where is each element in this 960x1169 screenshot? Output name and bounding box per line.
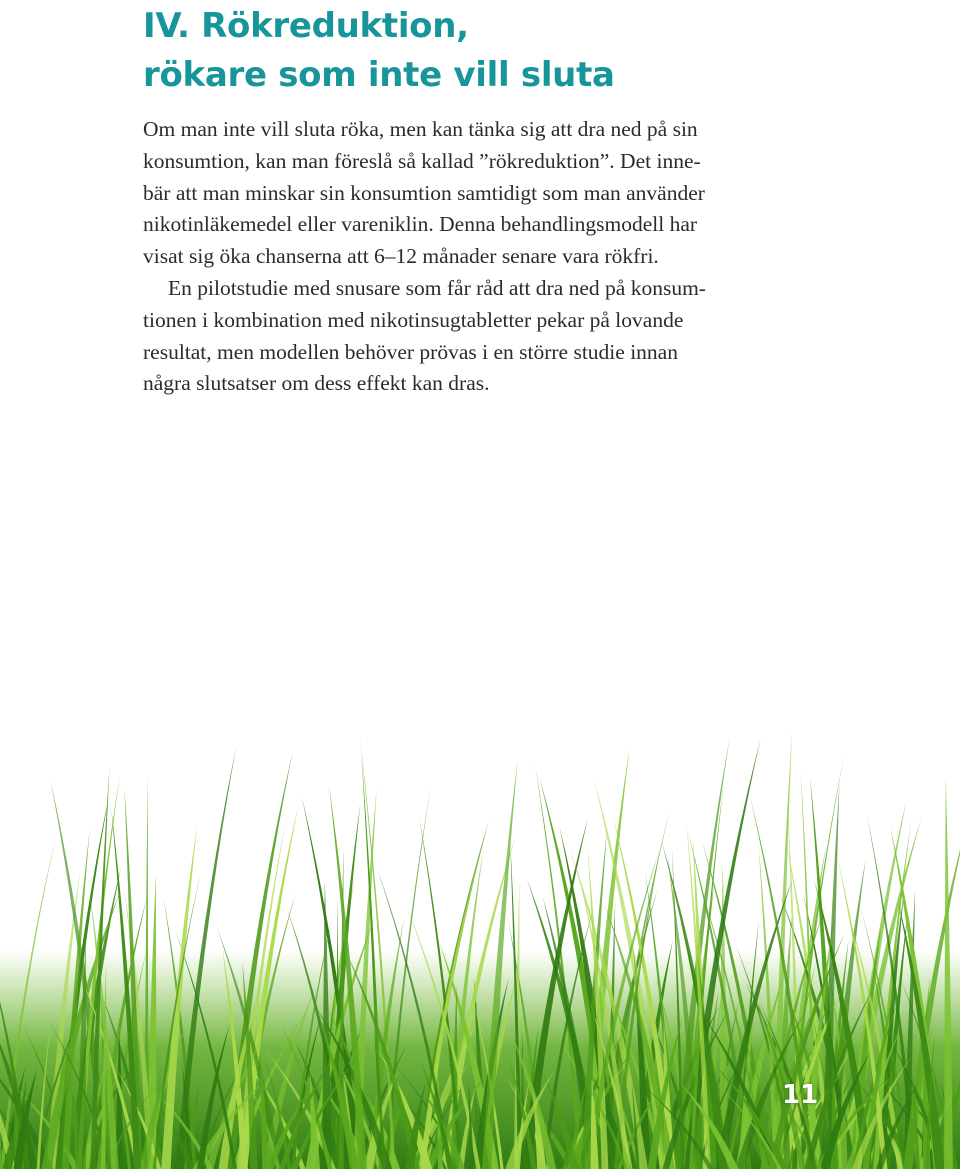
paragraph-line: Om man inte vill sluta röka, men kan tänka sig att dra ned på sin (143, 117, 698, 141)
paragraph-line: nikotinläkemedel eller vareniklin. Denna behandlingsmodell har (143, 212, 698, 237)
page-number: 11 (782, 1080, 819, 1110)
paragraph-line: konsumtion, kan man föreslå så kallad ”rökreduktion”. Det inne- (143, 148, 701, 173)
paragraph-line: tionen i kombination med nikotinsugtabletter pekar på lovande (143, 307, 684, 332)
chapter-heading-line-2: rökare som inte vill sluta (143, 55, 615, 95)
paragraph-line: några slutsatser om dess effekt kan dras. (143, 371, 490, 396)
paragraph-1 (143, 114, 803, 273)
paragraph-2 (143, 273, 803, 400)
paragraph-line: resultat, men modellen behöver prövas i en större studie innan (143, 339, 678, 364)
paragraph-line: En pilotstudie med snusare som får råd att dra ned på konsum- (168, 275, 706, 300)
body-text (143, 114, 803, 400)
paragraph-line: visat sig öka chanserna att 6–12 månader senare vara rökfri. (143, 244, 659, 269)
paragraph-line: bär att man minskar sin konsumtion samtidigt som man använder (143, 180, 705, 205)
chapter-heading (143, 2, 615, 100)
chapter-heading-line-1: IV. Rökreduktion, (143, 6, 469, 46)
